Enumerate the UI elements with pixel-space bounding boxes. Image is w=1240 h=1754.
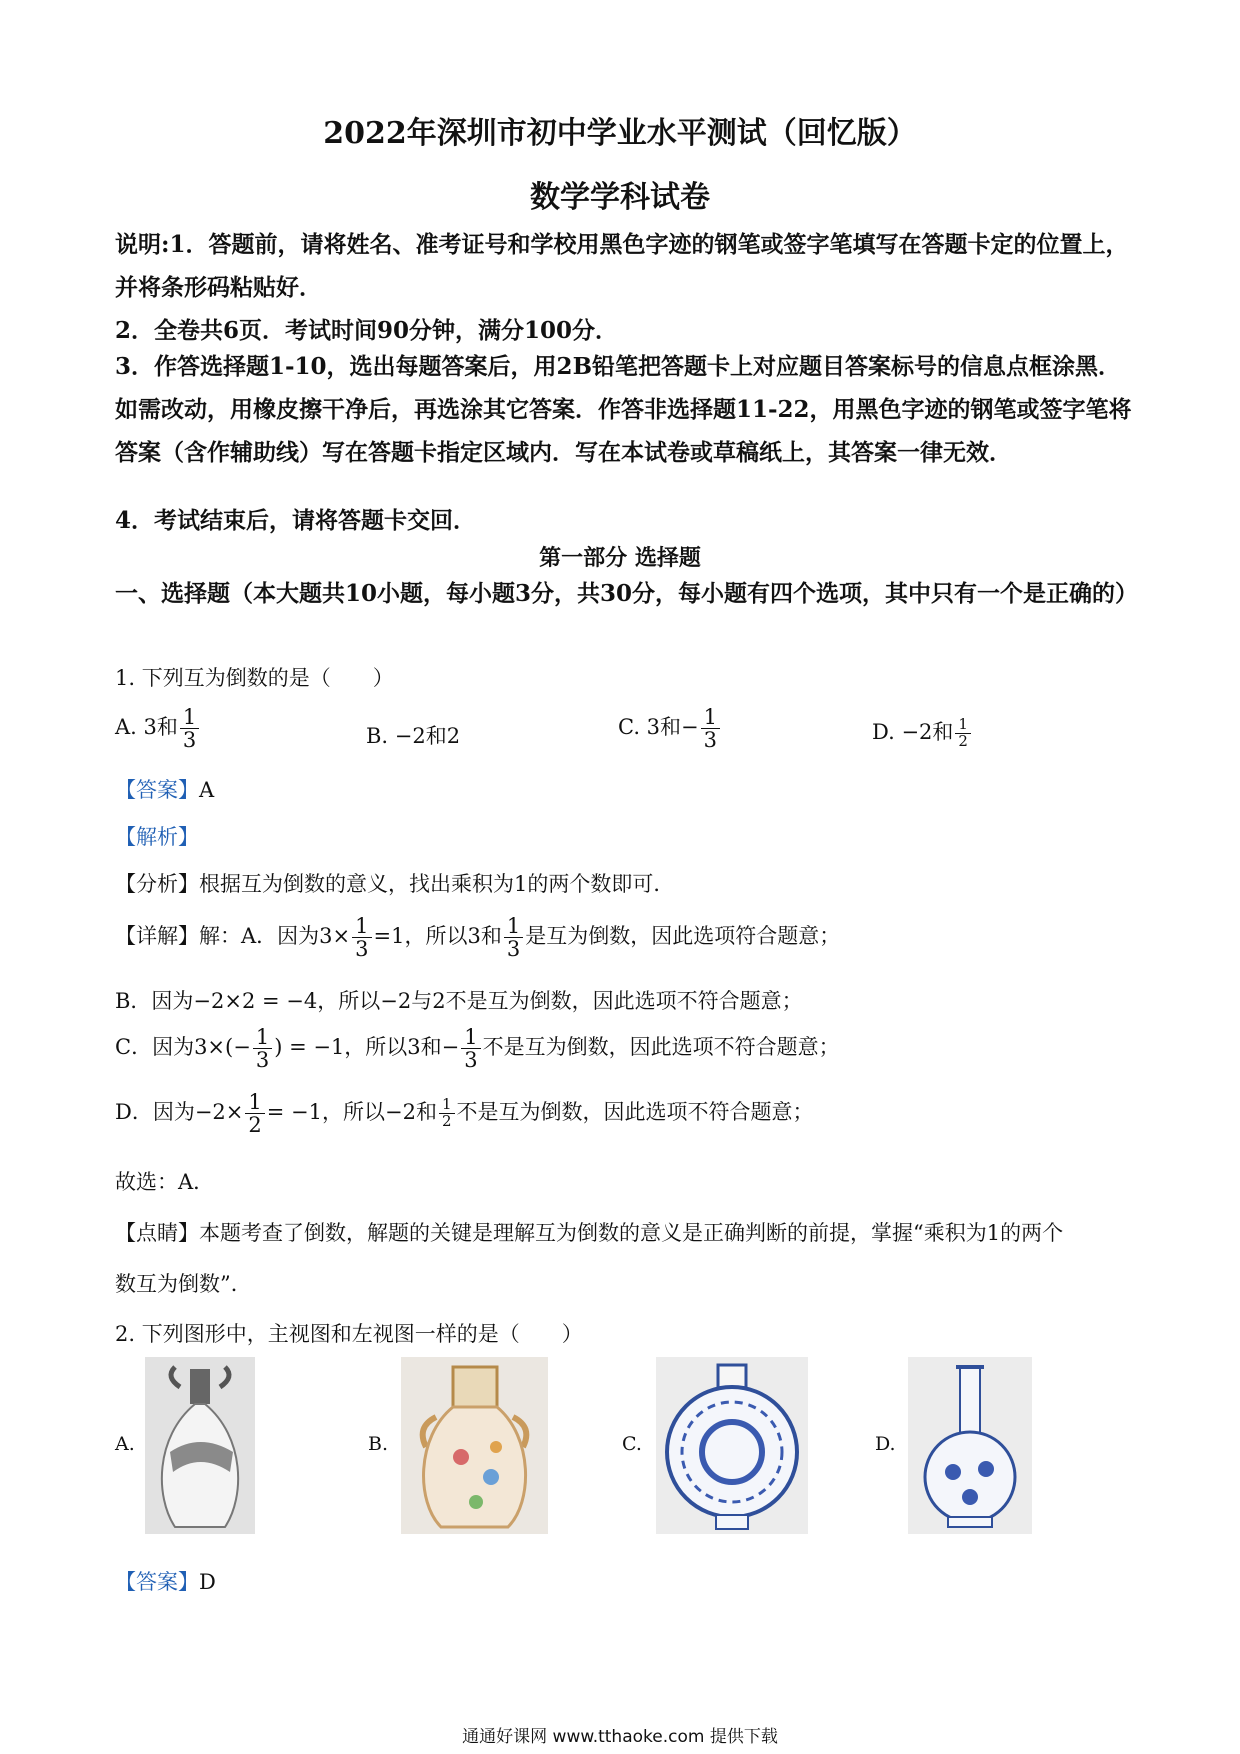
q1-option-b: B. −2和2 [366,724,461,748]
q1-fenxi: 【分析】根据互为倒数的意义，找出乘积为1的两个数即可． [115,872,675,896]
page-title: 2022年深圳市初中学业水平测试（回忆版） [323,116,917,151]
question-2-stem: 2. 下列图形中，主视图和左视图一样的是（ ） [115,1322,583,1346]
page-subtitle: 数学学科试卷 [530,180,710,215]
q2-label-d: D. [875,1433,896,1455]
q1-dianjing-2: 数互为倒数”． [115,1272,252,1296]
section-title: 第一部分 选择题 [539,545,701,571]
footer: 通通好课网 www.tthaoke.com 提供下载 [462,1727,778,1747]
q1-conclusion: 故选：A． [115,1170,215,1194]
q1-detail-b: B．因为−2×2 = −4，所以−2与2不是互为倒数，因此选项不符合题意； [115,989,803,1013]
vase-image-c [656,1357,808,1534]
q1-answer: 【答案】A [115,778,215,802]
instruction-2: 2．全卷共6页．考试时间90分钟，满分100分． [115,317,619,344]
q2-label-c: C. [622,1433,642,1455]
instruction-4: 4．考试结束后，请将答题卡交回． [115,507,477,534]
q2-label-a: A. [115,1433,135,1455]
q2-answer: 【答案】D [115,1570,216,1594]
q1-detail-c: C．因为3×(− $\frac{1}{3}$ ) = −1，所以3和− $\frac{1}{3}$ 不是互为倒数，因此选项不符合题意； [115,1025,840,1073]
q1-dianjing-1: 【点睛】本题考查了倒数，解题的关键是理解互为倒数的意义是正确判断的前提，掌握“乘积为1的两个 [115,1221,1064,1245]
q1-option-c: C. 3和− $\frac{1}{3}$ [618,706,722,751]
instruction-1: 说明:1．答题前，请将姓名、准考证号和学校用黑色字迹的钢笔或签字笔填写在答题卡定的位置上，并将条形码粘贴好． [115,231,1129,301]
q1-detail-d: D．因为−2× $\frac{1}{2}$ = −1，所以−2和 $\frac{1}{2}$ 不是互为倒数，因此选项不符合题意； [115,1090,814,1138]
q1-option-a: A. 3和 $\frac{1}{3}$ [115,706,201,751]
q1-analysis-tag: 【解析】 [115,825,199,849]
vase-image-d [908,1357,1032,1534]
q2-label-b: B. [368,1433,389,1455]
section-intro: 一、选择题（本大题共10小题，每小题3分，共30分，每小题有四个选项，其中只有一个是正确的） [115,580,1139,607]
vase-image-a [145,1357,255,1534]
q1-detail-a: 【详解】解：A．因为3× $\frac{1}{3}$ =1，所以3和 $\frac{1}{3}$ 是互为倒数，因此选项符合题意； [115,914,841,962]
vase-image-b [401,1357,548,1534]
question-1-stem: 1. 下列互为倒数的是（ ） [115,666,394,690]
instruction-3: 3．作答选择题1-10，选出每题答案后，用2B铅笔把答题卡上对应题目答案标号的信息点框涂黑．如需改动，用橡皮擦干净后，再选涂其它答案．作答非选择题11-22，用黑色字迹的钢笔或签字笔将答案（含作辅助线）写在答题卡指定区域内．写在本试卷或草稿纸上，其答案一律无效． [115,353,1132,466]
q1-option-d: D. −2和 $\frac{1}{2}$ [872,716,973,750]
